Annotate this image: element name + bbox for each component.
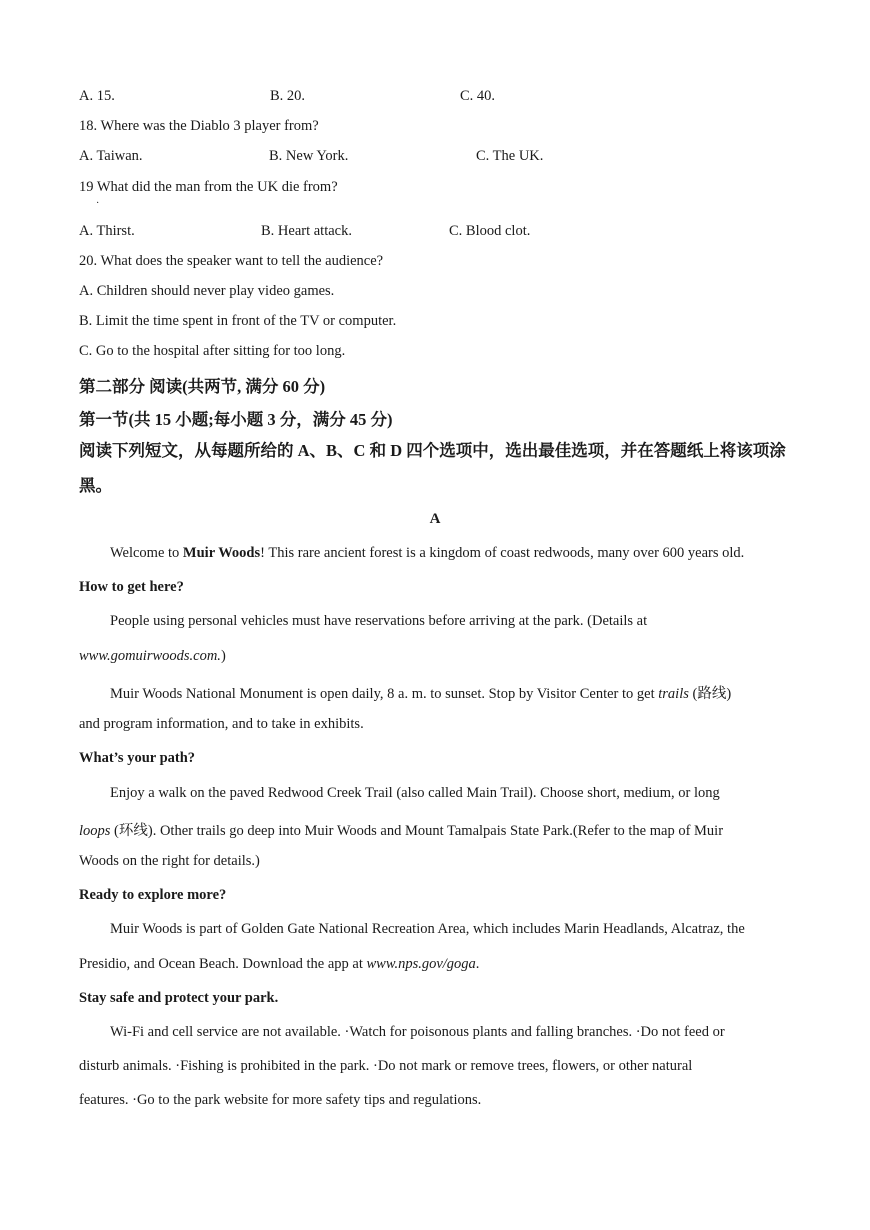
q18-option-c: C. The UK.: [476, 148, 544, 164]
para-walk-end: Woods on the right for details.): [79, 853, 260, 869]
passage-welcome: [110, 545, 744, 562]
section1-title: 第一节(共 15 小题;每小题 3 分，满分 45 分): [79, 410, 393, 429]
heading-how-to-get: How to get here?: [79, 579, 184, 595]
q18-question: 18. Where was the Diablo 3 player from?: [79, 118, 319, 134]
monument-text: Muir Woods National Monument is open daily, 8 a. m. to sunset. Stop by Visitor Center to get: [110, 686, 659, 702]
passage-letter: A: [429, 511, 441, 527]
part2-title: 第二部分 阅读(共两节, 满分 60 分): [79, 377, 326, 396]
gomuirwoods-url: www.gomuirwoods.com.: [79, 648, 221, 664]
para-golden-gate-cont: [79, 956, 479, 973]
q17-option-b: B. 20.: [270, 88, 306, 104]
para-safety-1: Wi-Fi and cell service are not available. ·Watch for poisonous plants and falling branches. ·Do not feed or: [110, 1024, 725, 1040]
word-loops: loops: [79, 823, 111, 839]
trails-gloss: (路线): [688, 686, 732, 702]
para-vehicles: People using personal vehicles must have reservations before arriving at the park. (Details at: [110, 613, 648, 629]
para-monument: [110, 682, 731, 703]
paren-close: ): [220, 648, 226, 664]
loops-text: (环线). Other trails go deep into Muir Woods and Mount Tamalpais State Park.(Refer to the map of Muir: [110, 823, 724, 839]
q20-question: 20. What does the speaker want to tell the audience?: [79, 253, 384, 269]
q19-option-c: C. Blood clot.: [449, 223, 531, 239]
q18-option-b: B. New York.: [269, 148, 349, 164]
word-trails: trails: [658, 686, 689, 702]
q19-option-b: B. Heart attack.: [261, 223, 352, 239]
para-safety-2: disturb animals. ·Fishing is prohibited in the park. ·Do not mark or remove trees, flowers, or other natural: [79, 1058, 693, 1074]
para-vehicles-url-line: [79, 648, 226, 665]
muir-woods-name: Muir Woods: [182, 545, 261, 561]
q20-option-b: B. Limit the time spent in front of the TV or computer.: [79, 313, 397, 329]
para-golden-gate: Muir Woods is part of Golden Gate National Recreation Area, which includes Marin Headlands, Alcatraz, the: [110, 921, 745, 937]
stray-dot-mark: ·: [96, 198, 100, 209]
heading-explore: Ready to explore more?: [79, 887, 227, 903]
welcome-text-end: ! This rare ancient forest is a kingdom of coast redwoods, many over 600 years old.: [260, 545, 745, 561]
q18-option-a: A. Taiwan.: [79, 148, 143, 164]
para-safety-3: features. ·Go to the park website for more safety tips and regulations.: [79, 1092, 482, 1108]
q19-question: 19 What did the man from the UK die from?: [79, 179, 338, 195]
q20-option-c: C. Go to the hospital after sitting for too long.: [79, 343, 346, 359]
period: .: [475, 956, 480, 972]
heading-path: What’s your path?: [79, 750, 196, 766]
para-walk: Enjoy a walk on the paved Redwood Creek Trail (also called Main Trail). Choose short, medium, or long: [110, 785, 720, 801]
para-monument-cont: and program information, and to take in exhibits.: [79, 716, 364, 732]
para-walk-cont: [79, 819, 723, 840]
reading-instruction: 阅读下列短文，从每题所给的 A、B、C 和 D 四个选项中，选出最佳选项，并在答题纸上将该项涂黑。: [79, 441, 786, 495]
q17-option-c: C. 40.: [460, 88, 496, 104]
q20-option-a: A. Children should never play video games.: [79, 283, 335, 299]
welcome-text: Welcome to: [110, 545, 183, 561]
heading-safety: Stay safe and protect your park.: [79, 990, 279, 1006]
q17-option-a: A. 15.: [79, 88, 115, 104]
nps-url: www.nps.gov/goga: [366, 956, 476, 972]
q19-option-a: A. Thirst.: [79, 223, 135, 239]
presidio-text: Presidio, and Ocean Beach. Download the app at: [79, 956, 367, 972]
